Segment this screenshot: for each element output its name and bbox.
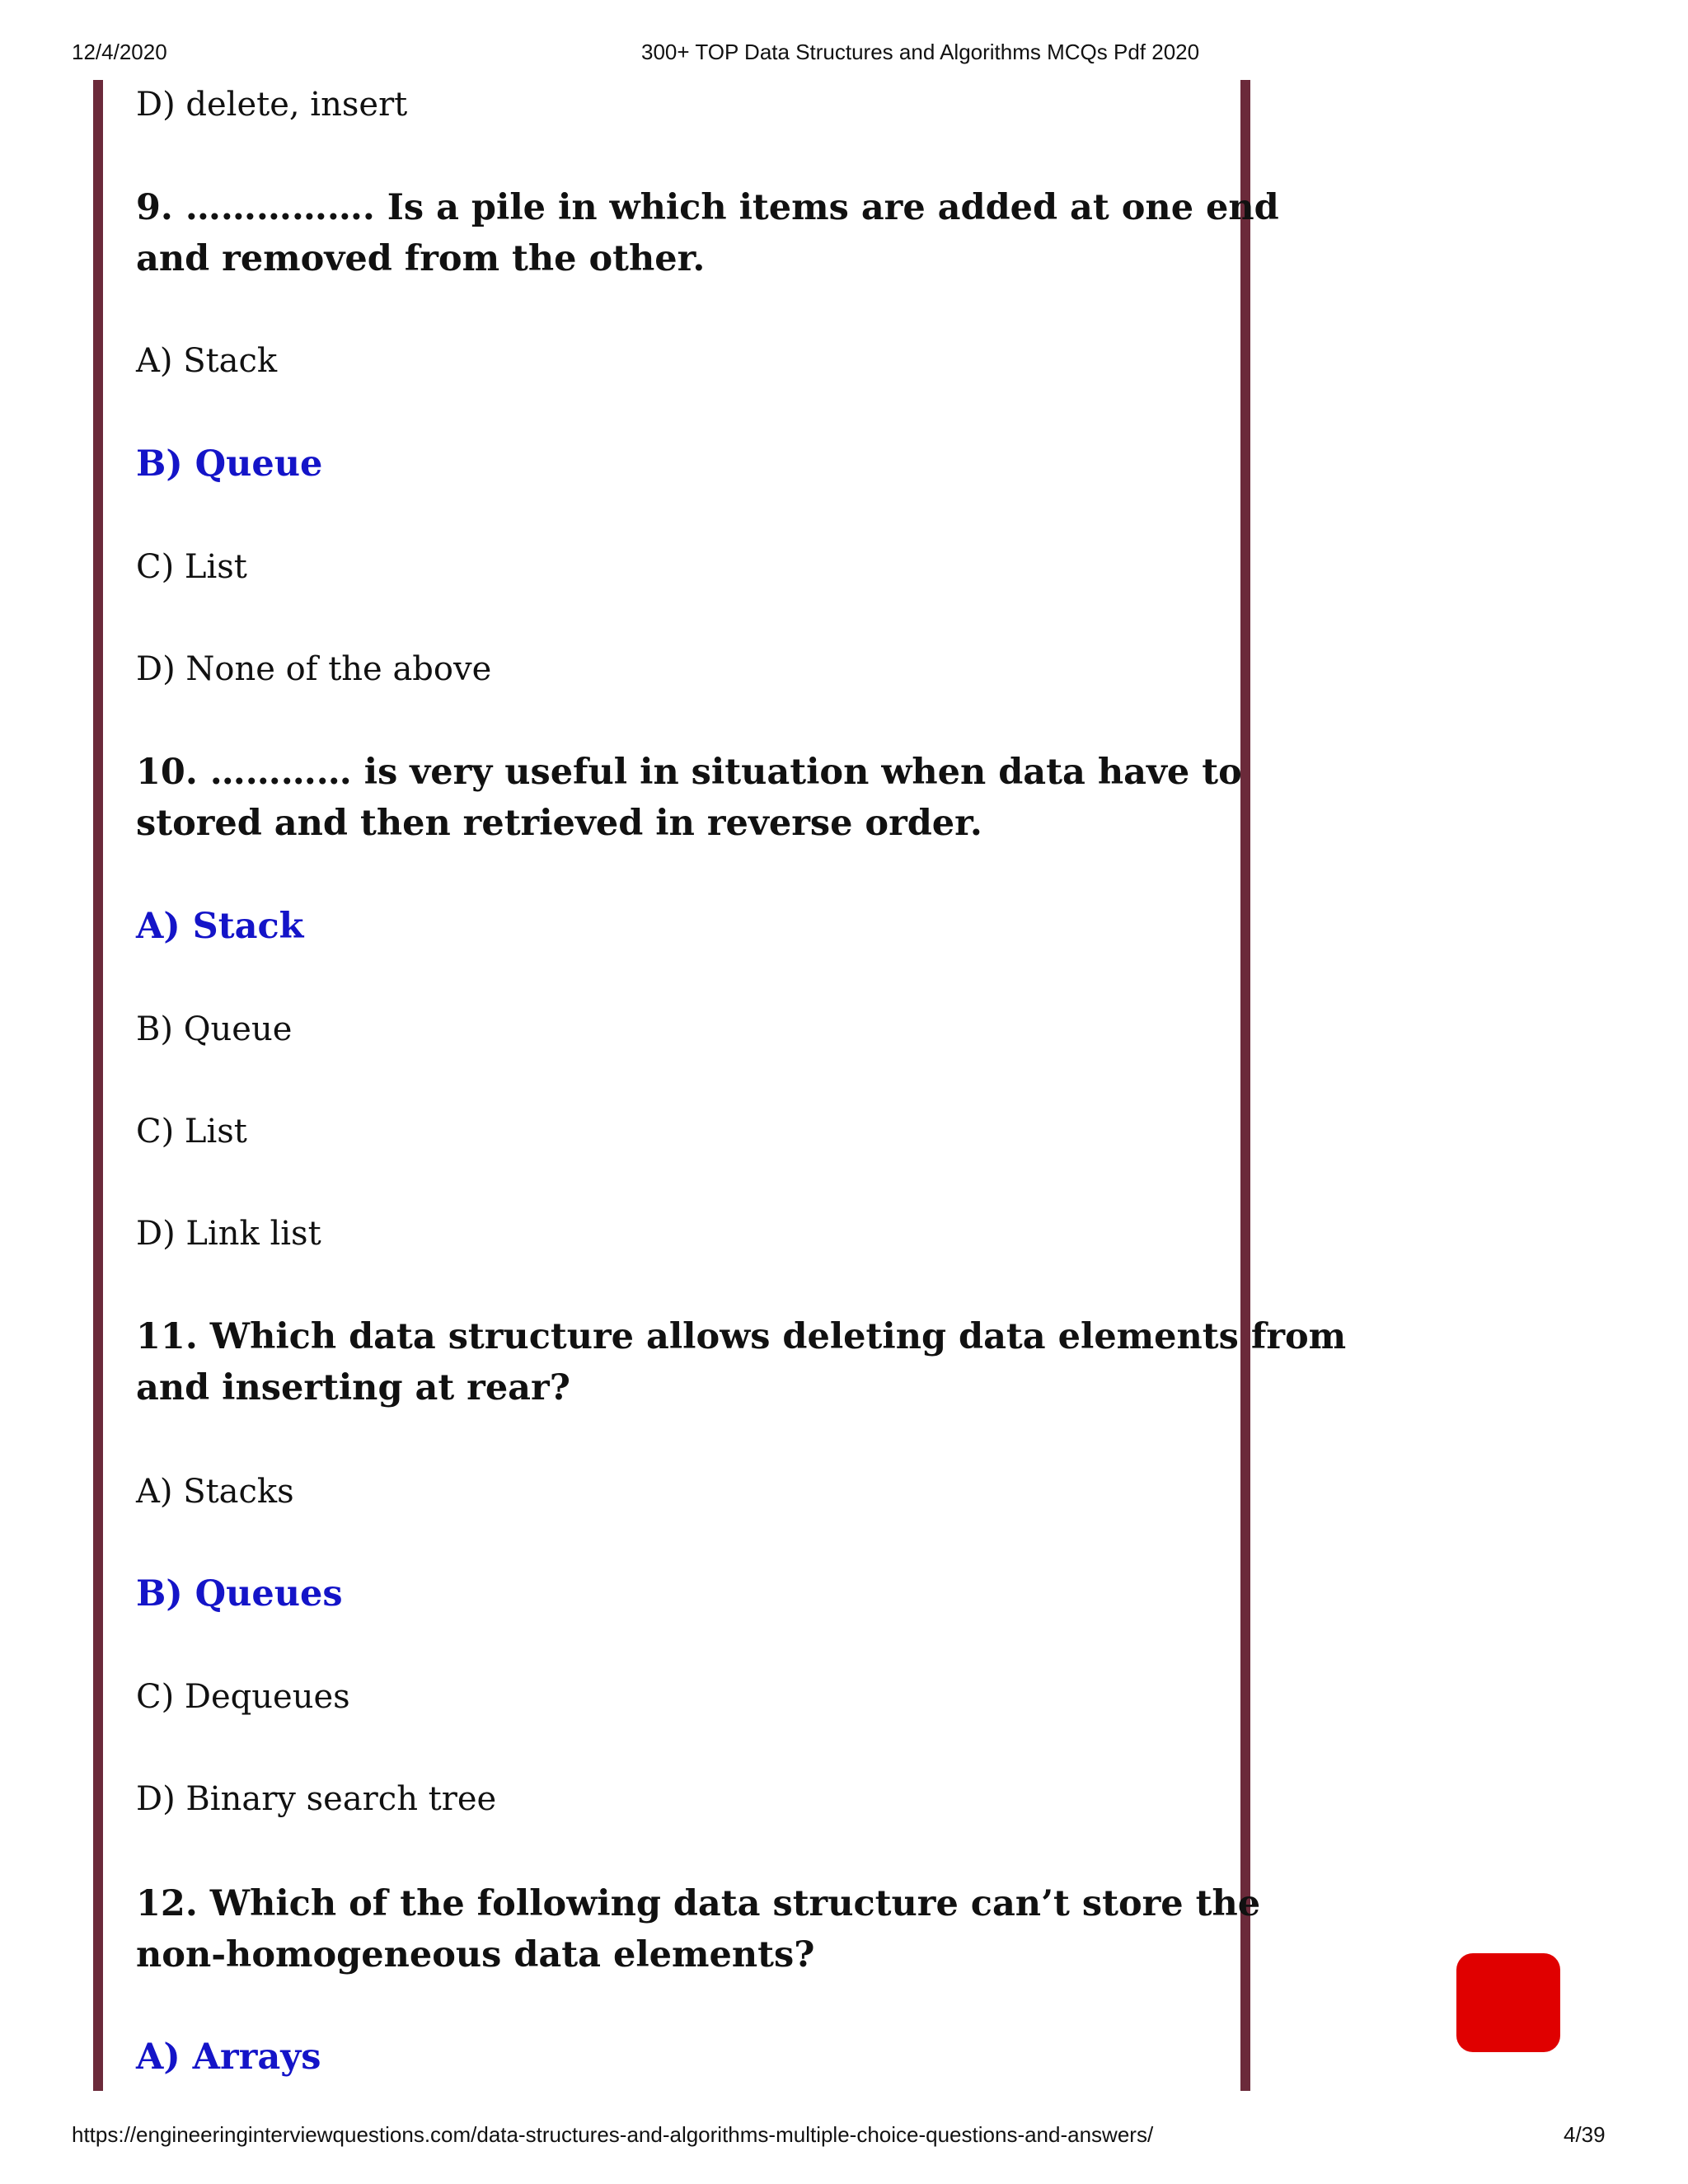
print-title: 300+ TOP Data Structures and Algorithms MCQs Pdf 2020 [641,40,1200,64]
print-date: 12/4/2020 [72,40,167,64]
q9-option-a: A) Stack [136,342,278,380]
q10-option-c: C) List [136,1113,247,1151]
q12-text-line2: non-homogeneous data elements? [136,1934,815,1975]
q9-text-line2: and removed from the other. [136,238,706,279]
q10-option-b: B) Queue [136,1010,293,1048]
q8-option-d: D) delete, insert [136,86,408,124]
q11-option-d: D) Binary search tree [136,1780,497,1818]
print-url: https://engineeringinterviewquestions.com/data-structures-and-algorithms-multiple-choice-questions-and-answers/ [72,2122,1154,2147]
q11-text-line2: and inserting at rear? [136,1367,570,1408]
q10-option-d: D) Link list [136,1215,321,1253]
q11-answer-b: B) Queues [136,1573,343,1615]
q12-answer-a: A) Arrays [136,2036,321,2078]
q9-option-c: C) List [136,548,247,586]
q10-text-line2: stored and then retrieved in reverse order. [136,803,982,844]
q11-option-c: C) Dequeues [136,1678,350,1716]
q10-answer-a: A) Stack [136,906,304,947]
q9-text-line1: 9. ……………. Is a pile in which items are added at one end [136,187,1279,228]
page-number: 4/39 [1564,2122,1606,2147]
q9-option-d: D) None of the above [136,650,492,688]
q11-option-a: A) Stacks [136,1473,294,1511]
q10-text-line1: 10. ………… is very useful in situation when data have to [136,752,1242,793]
q12-text-line1: 12. Which of the following data structure can’t store the [136,1883,1261,1924]
q11-text-line1: 11. Which data structure allows deleting data elements from [136,1316,1347,1357]
left-border-bar [93,80,103,2091]
q9-answer-b: B) Queue [136,443,323,485]
floating-action-button[interactable] [1456,1953,1560,2052]
right-border-bar [1240,80,1250,2091]
